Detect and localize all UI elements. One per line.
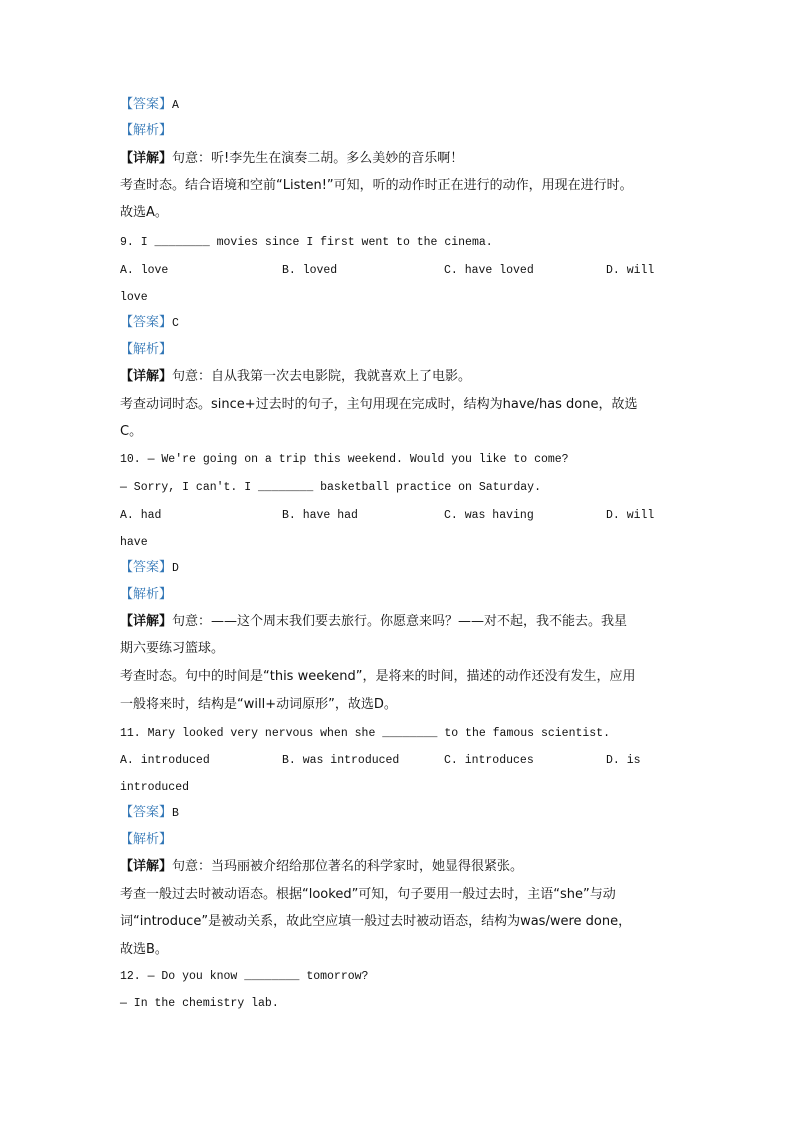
- detail-label: 【详解】: [120, 151, 173, 166]
- analysis-label-text: 【解析】: [120, 832, 173, 847]
- explain-line: 故选B。: [120, 942, 168, 957]
- options-row: [120, 508, 680, 524]
- option-c: C. have loved: [444, 264, 534, 277]
- answer-label: 【答案】: [120, 560, 173, 575]
- option-wrap: love: [120, 291, 148, 304]
- option-wrap: introduced: [120, 781, 190, 794]
- analysis-label: [120, 587, 172, 604]
- option-a: A. had: [120, 509, 162, 522]
- option-c: C. introduces: [444, 754, 534, 767]
- option-d: D. is: [606, 754, 641, 767]
- answer-line: [120, 97, 179, 114]
- option-b: B. have had: [282, 509, 358, 522]
- detail-text-cont: 期六要练习篮球。: [120, 641, 225, 656]
- option-b: B. loved: [282, 264, 338, 277]
- detail-line: [120, 369, 471, 386]
- option-a: A. love: [120, 264, 169, 277]
- answer-label: 【答案】: [120, 97, 173, 112]
- question-stem: 10. — We're going on a trip this weekend. Would you like to come?: [120, 453, 569, 466]
- detail-text: 句意：当玛丽被介绍给那位著名的科学家时，她显得很紧张。: [172, 859, 524, 874]
- explain-line: 考查一般过去时被动语态。根据“looked”可知，句子要用一般过去时，主语“she”与动: [120, 887, 616, 902]
- detail-label: 【详解】: [120, 369, 173, 384]
- analysis-label-text: 【解析】: [120, 342, 173, 357]
- detail-text: 句意：听!李先生在演奏二胡。多么美妙的音乐啊！: [172, 151, 464, 166]
- detail-label: 【详解】: [120, 614, 173, 629]
- answer-value: C: [172, 317, 179, 330]
- detail-label: 【详解】: [120, 859, 173, 874]
- analysis-label: [120, 342, 172, 359]
- explain-line: 考查时态。结合语境和空前“Listen!”可知，听的动作时正在进行的动作，用现在进行时。: [120, 178, 633, 193]
- answer-label: 【答案】: [120, 315, 173, 330]
- explain-line: 一般将来时，结构是“will+动词原形”，故选D。: [120, 697, 397, 712]
- answer-value: D: [172, 562, 179, 575]
- question-stem: 9. I ________ movies since I first went to the cinema.: [120, 236, 493, 249]
- option-b: B. was introduced: [282, 754, 400, 767]
- analysis-label-text: 【解析】: [120, 587, 173, 602]
- answer-value: A: [172, 99, 179, 112]
- explain-line: 词“introduce”是被动关系，故此空应填一般过去时被动语态，结构为was/were done，: [120, 914, 632, 929]
- explain-line: 故选A。: [120, 205, 168, 220]
- options-row: [120, 753, 680, 769]
- explain-line: 考查动词时态。since+过去时的句子，主句用现在完成时，结构为have/has done，故选: [120, 397, 638, 412]
- detail-line: [120, 859, 523, 876]
- question-stem: 11. Mary looked very nervous when she ________ to the famous scientist.: [120, 727, 610, 740]
- explain-line: 考查时态。句中的时间是“this weekend”，是将来的时间，描述的动作还没有发生，应用: [120, 669, 636, 684]
- answer-value: B: [172, 807, 179, 820]
- analysis-label: [120, 832, 172, 849]
- options-row: [120, 263, 680, 279]
- detail-line: [120, 151, 463, 168]
- detail-text: 句意：自从我第一次去电影院，我就喜欢上了电影。: [172, 369, 472, 384]
- option-d: D. will: [606, 264, 655, 277]
- answer-line: [120, 805, 179, 822]
- option-a: A. introduced: [120, 754, 210, 767]
- option-c: C. was having: [444, 509, 534, 522]
- option-d: D. will: [606, 509, 655, 522]
- answer-line: [120, 560, 179, 577]
- option-wrap: have: [120, 536, 148, 549]
- question-stem: — Sorry, I can't. I ________ basketball practice on Saturday.: [120, 481, 541, 494]
- question-stem: — In the chemistry lab.: [120, 997, 279, 1010]
- explain-line: C。: [120, 424, 143, 439]
- answer-label: 【答案】: [120, 805, 173, 820]
- detail-line: [120, 614, 627, 631]
- detail-text: 句意：——这个周末我们要去旅行。你愿意来吗？——对不起，我不能去。我星: [172, 614, 628, 629]
- analysis-label-text: 【解析】: [120, 123, 173, 138]
- answer-line: [120, 315, 179, 332]
- question-stem: 12. — Do you know ________ tomorrow?: [120, 970, 369, 983]
- analysis-label: [120, 123, 172, 140]
